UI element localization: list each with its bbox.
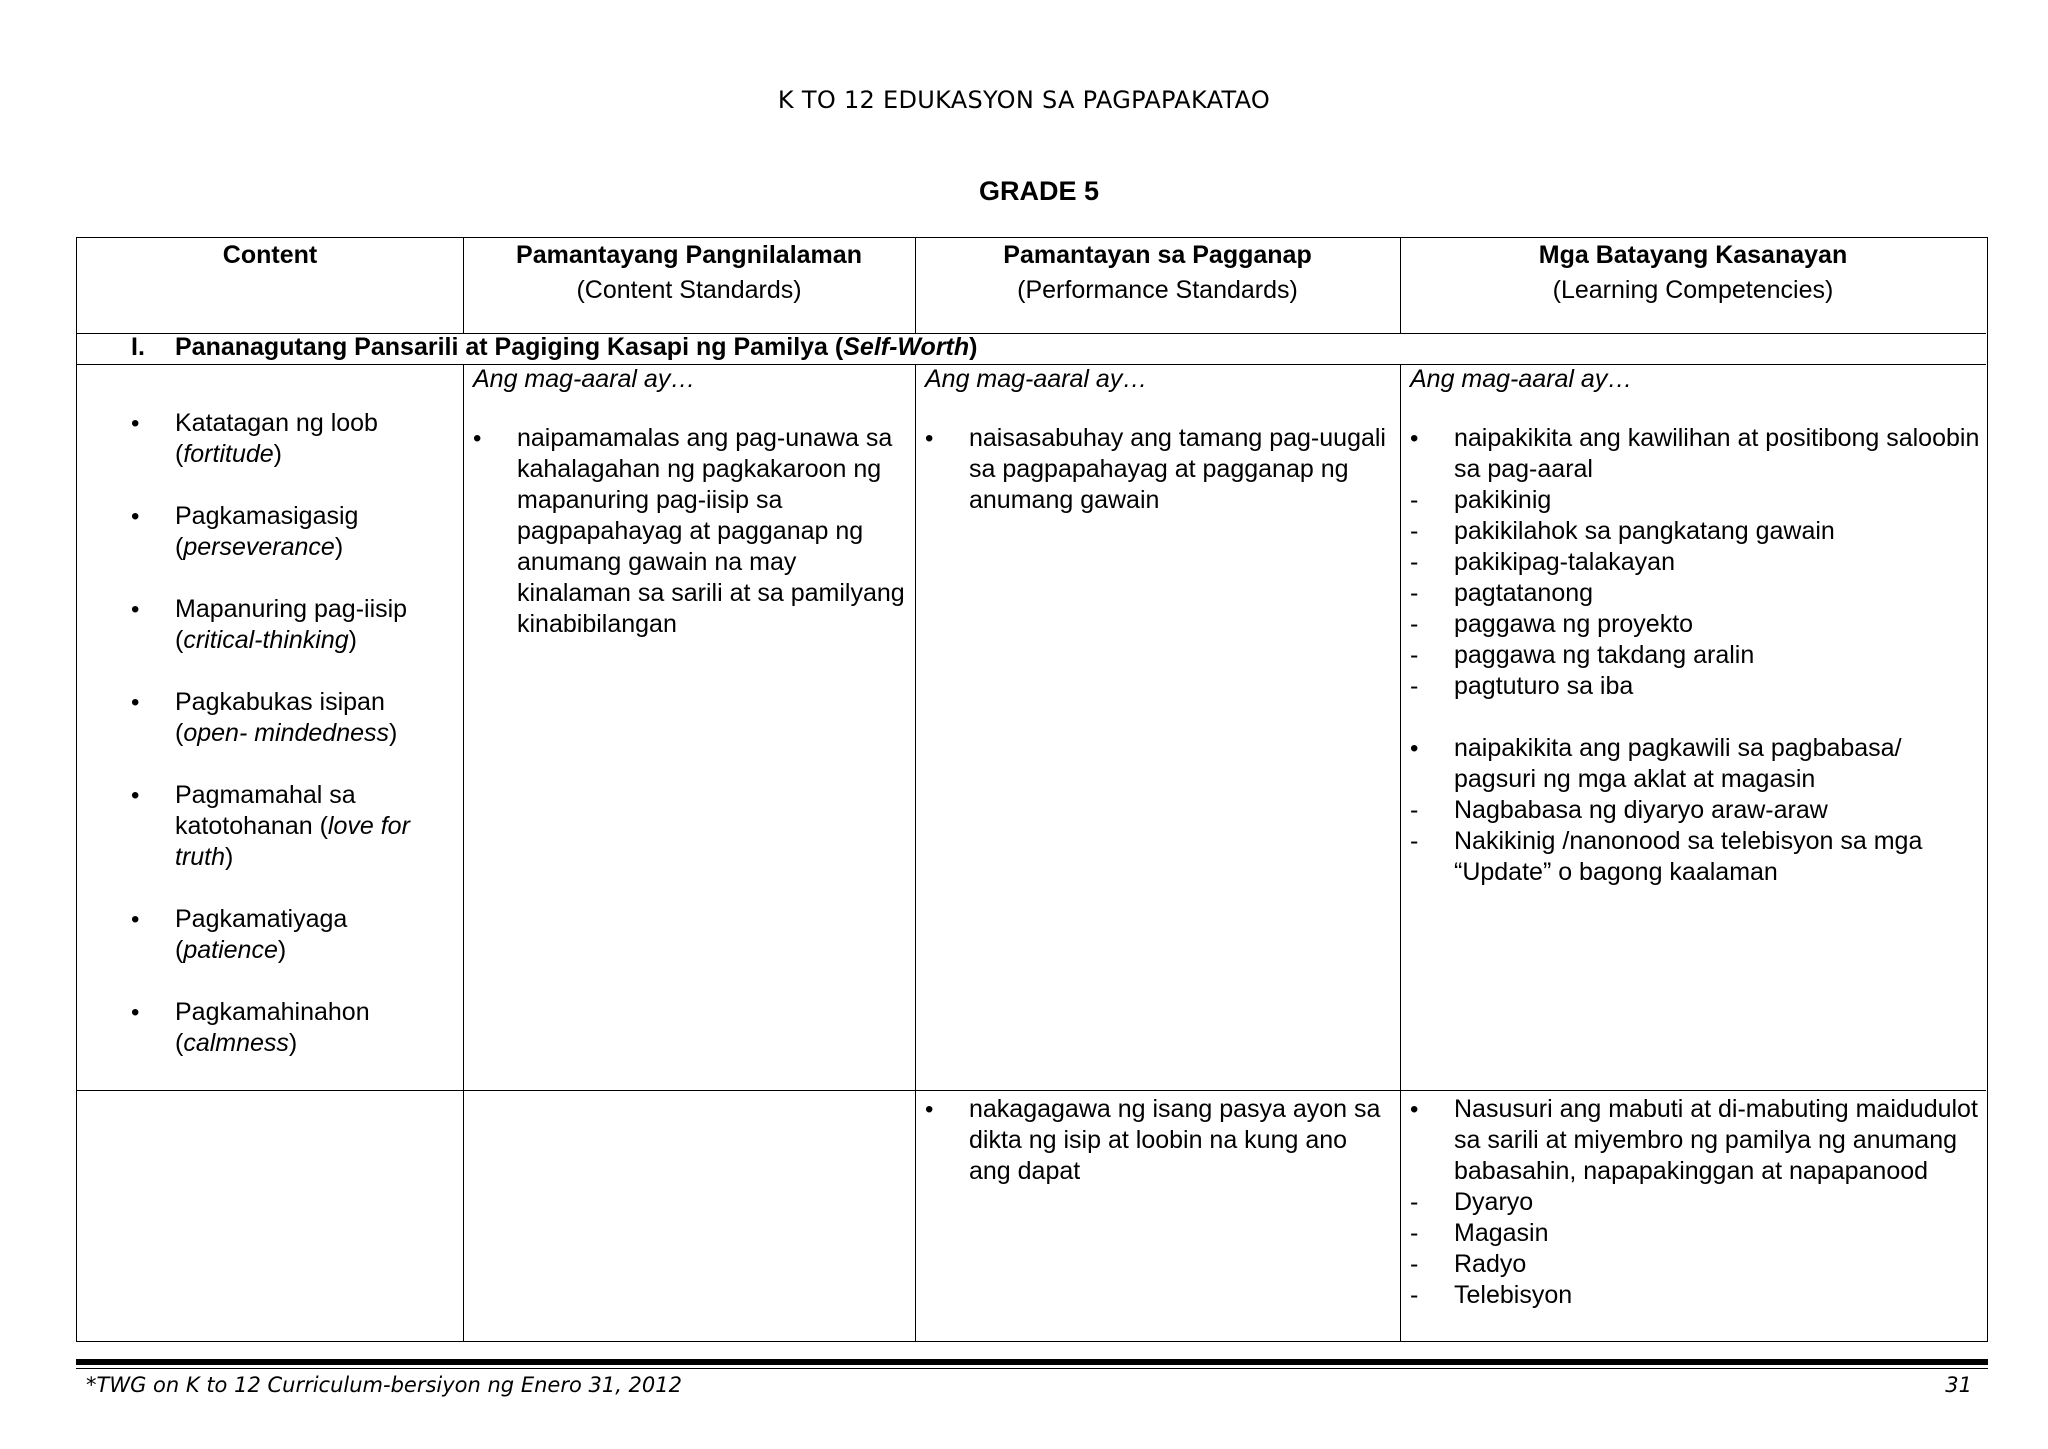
performance-standards-list	[925, 423, 1387, 516]
header-performance-standards	[915, 238, 1400, 306]
list-item: • nakagagawa ng isang pasya ayon sa dikta ng isip at loobin na kung ano ang dapat	[925, 1094, 1387, 1187]
column-title: Pamantayan sa Pagganap	[1003, 241, 1312, 269]
column-divider	[915, 364, 916, 1341]
row-divider	[77, 1090, 1986, 1091]
sub-list-item: - Nakikinig /nanonood sa telebisyon sa mga “Update” o bagong kaalaman	[1410, 826, 1980, 888]
header-content	[77, 238, 463, 271]
list-item: • Pagkamatiyaga (patience)	[131, 904, 451, 966]
intro-text: Ang mag-aaral ay…	[473, 365, 696, 393]
column-divider	[463, 238, 464, 1341]
competencies-cell	[1410, 364, 1980, 888]
performance-standards-cell-2	[925, 1094, 1387, 1187]
page-number: 31	[1945, 1373, 1972, 1397]
footer-rule-thin	[76, 1368, 1988, 1369]
column-divider	[1400, 364, 1401, 1341]
sub-list	[1410, 1187, 1980, 1311]
sub-list-item: - Nagbabasa ng diyaryo araw-araw	[1410, 795, 1980, 826]
content-list	[131, 408, 451, 1059]
sub-list-item: - pagtatanong	[1410, 578, 1980, 609]
list-item: • Pagkamasigasig (perseverance)	[131, 501, 451, 563]
section-title: I. Pananagutang Pansarili at Pagiging Kasapi ng Pamilya (Self-Worth)	[131, 333, 978, 361]
list-item: • Mapanuring pag-iisip (critical-thinking)	[131, 594, 451, 656]
footer-note: *TWG on K to 12 Curriculum-bersiyon ng Enero 31, 2012	[86, 1373, 682, 1397]
list-item: • Katatagan ng loob (fortitude)	[131, 408, 451, 470]
content-standards-list	[473, 423, 909, 640]
intro-text: Ang mag-aaral ay…	[925, 365, 1148, 393]
competencies-list	[1410, 423, 1980, 888]
sub-list-item: - paggawa ng proyekto	[1410, 609, 1980, 640]
list-item: • naipakikita ang kawilihan at positibong saloobin sa pag-aaral - pakikinig - pakikilahok sa pangkatang gawain - pakikipag-talakayan - pagtatanong - paggawa ng proyekto - paggawa ng takdang aralin - pagtuturo sa iba	[1410, 423, 1980, 702]
sub-list-item: - Dyaryo	[1410, 1187, 1980, 1218]
list-item: • Pagkabukas isipan (open- mindedness)	[131, 687, 451, 749]
header-learning-competencies	[1400, 238, 1986, 306]
content-standards-cell	[473, 364, 909, 640]
column-subtitle: (Content Standards)	[576, 276, 802, 304]
competencies-list	[1410, 1094, 1980, 1311]
column-title: Mga Batayang Kasanayan	[1538, 241, 1848, 269]
footer-rule-thick	[76, 1359, 1988, 1365]
column-title: Pamantayang Pangnilalaman	[516, 241, 862, 269]
sub-list-item: - pagtuturo sa iba	[1410, 671, 1980, 702]
sub-list-item: - pakikinig	[1410, 485, 1980, 516]
sub-list-item: - Magasin	[1410, 1218, 1980, 1249]
content-list-cell	[131, 408, 451, 1059]
section-number: I.	[131, 333, 145, 361]
sub-list-item: - pakikilahok sa pangkatang gawain	[1410, 516, 1980, 547]
list-item: • Pagkamahinahon (calmness)	[131, 997, 451, 1059]
header-content-standards	[463, 238, 915, 306]
list-item: • Pagmamahal sa katotohanan (love for truth)	[131, 780, 451, 873]
performance-standards-cell	[925, 364, 1387, 516]
list-item: • naisasabuhay ang tamang pag-uugali sa pagpapahayag at pagganap ng anumang gawain	[925, 423, 1387, 516]
intro-text: Ang mag-aaral ay…	[1410, 365, 1633, 393]
section-title-english: Self-Worth	[843, 333, 970, 361]
sub-list-item: - paggawa ng takdang aralin	[1410, 640, 1980, 671]
sub-list	[1410, 795, 1980, 888]
section-title-text: Pananagutang Pansarili at Pagiging Kasapi ng Pamilya (	[175, 333, 844, 361]
list-item: • naipakikita ang pagkawili sa pagbabasa/ pagsuri ng mga aklat at magasin - Nagbabasa ng diyaryo araw-araw - Nakikinig /nanonood sa telebisyon sa mga “Update” o bagong kaalaman	[1410, 733, 1980, 888]
document-header: K TO 12 EDUKASYON SA PAGPAPAKATAO	[777, 86, 1271, 114]
sub-list	[1410, 485, 1980, 702]
column-subtitle: (Performance Standards)	[1017, 276, 1298, 304]
list-item: • Nasusuri ang mabuti at di-mabuting maidudulot sa sarili at miyembro ng pamilya ng anumang babasahin, napapakinggan at napapanood - Dyaryo - Magasin - Radyo - Telebisyon	[1410, 1094, 1980, 1311]
curriculum-table	[76, 237, 1988, 1342]
performance-standards-list	[925, 1094, 1387, 1187]
grade-title: GRADE 5	[978, 176, 1100, 206]
column-subtitle: (Learning Competencies)	[1552, 276, 1834, 304]
column-title: Content	[222, 241, 318, 269]
competencies-cell-2	[1410, 1094, 1980, 1311]
list-item: • naipamamalas ang pag-unawa sa kahalagahan ng pagkakaroon ng mapanuring pag-iisip sa pagpapahayag at pagganap ng anumang gawain na may kinalaman sa sarili at sa pamilyang kinabibilangan	[473, 423, 909, 640]
sub-list-item: - Radyo	[1410, 1249, 1980, 1280]
sub-list-item: - Telebisyon	[1410, 1280, 1980, 1311]
sub-list-item: - pakikipag-talakayan	[1410, 547, 1980, 578]
